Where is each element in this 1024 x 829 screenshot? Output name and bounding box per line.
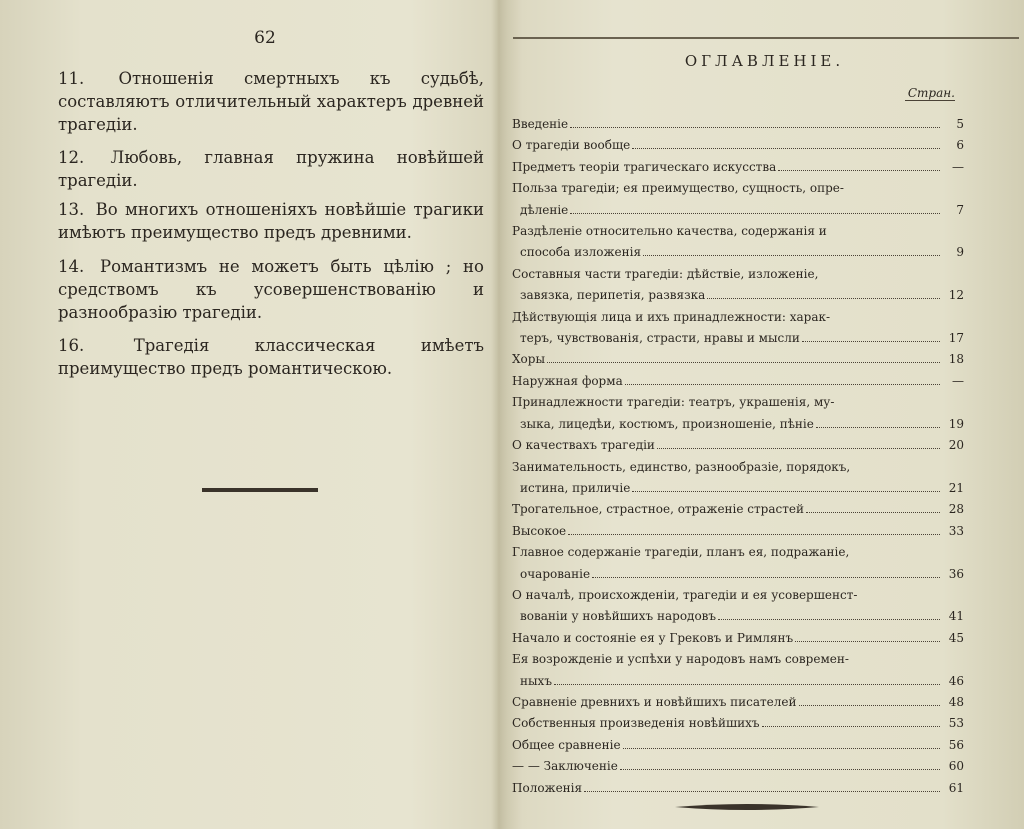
- thesis-item: [58, 198, 484, 244]
- dot-leader: [718, 610, 940, 620]
- right-page: [505, 0, 1024, 829]
- toc-entry-text: вованіи у новѣйшихъ народовъ: [520, 609, 717, 624]
- toc-entry-text: Занимательность, единство, разнообразіе, порядокъ,: [512, 459, 851, 474]
- toc-entry-text: Составныя части трагедіи: дѣйствіе, изложеніе,: [512, 266, 819, 281]
- dot-leader: [762, 717, 940, 727]
- dot-leader: [802, 332, 940, 342]
- toc-page-number: 45: [948, 630, 964, 645]
- toc-entry-text: дѣленіе: [520, 202, 569, 217]
- thesis-text: Трагедія классическая имѣетъ преимущество предъ романтическою.: [58, 336, 485, 378]
- ornament-rule: [673, 802, 821, 812]
- toc-page-number: 19: [948, 416, 964, 431]
- dot-leader: [623, 739, 940, 749]
- toc-page-number: 41: [948, 609, 964, 624]
- toc-page-number: 60: [948, 759, 964, 774]
- toc-page-number: 56: [948, 737, 964, 752]
- dot-leader: [632, 482, 940, 492]
- toc-entry: [512, 349, 964, 370]
- toc-entry-text: О качествахъ трагедіи: [512, 438, 655, 453]
- toc-entry: [512, 307, 964, 350]
- thesis-number: 11.: [58, 69, 85, 88]
- toc-entry-text: — — Заключеніе: [512, 759, 618, 774]
- toc-entry: [512, 756, 964, 777]
- thesis-item: [58, 334, 484, 380]
- toc-entry-text: О трагедіи вообще: [512, 138, 631, 153]
- pages-column-header: Стран.: [905, 86, 955, 101]
- toc-entry: [512, 114, 964, 135]
- dot-leader: [570, 204, 940, 214]
- toc-entry-text: истина, приличіе: [520, 480, 631, 495]
- toc-page-number: 53: [948, 716, 964, 731]
- toc-entry-text: Трогательное, страстное, отраженіе страстей: [512, 502, 804, 517]
- toc-entry: [512, 178, 964, 221]
- toc-entry-text: Дѣйствующія лица и ихъ принадлежности: харак-: [512, 309, 831, 324]
- dot-leader: [778, 161, 940, 171]
- page-title: ОГЛАВЛЕНІЕ.: [684, 52, 845, 70]
- thesis-text: Любовь, главная пружина новѣйшей трагедіи.: [58, 148, 484, 190]
- toc-page-number: —: [952, 159, 964, 174]
- toc-entry: [512, 371, 964, 392]
- toc-entry-text: Главное содержаніе трагедіи, планъ ея, подражаніе,: [512, 545, 850, 560]
- toc-entry-text: очарованіе: [520, 566, 591, 581]
- toc-entry-text: Начало и состояніе ея у Грековъ и Римлянъ: [512, 630, 794, 645]
- toc-entry-text: завязка, перипетія, развязка: [520, 288, 706, 303]
- dot-leader: [554, 675, 940, 685]
- dot-leader: [547, 353, 940, 363]
- toc-entry-text: Наружная форма: [512, 373, 623, 388]
- toc-entry-text: Принадлежности трагедіи: театръ, украшенія, му-: [512, 395, 835, 410]
- toc-entry: [512, 628, 964, 649]
- toc-page-number: —: [952, 373, 964, 388]
- toc-page-number: 21: [948, 480, 964, 495]
- toc-entry: [512, 585, 964, 628]
- toc-page-number: 7: [956, 202, 964, 217]
- toc-entry: [512, 521, 964, 542]
- toc-entry-text: Предметъ теоріи трагическаго искусства: [512, 159, 777, 174]
- toc-page-number: 17: [948, 331, 964, 346]
- toc-entry-text: Ея возрожденіе и успѣхи у народовъ намъ современ-: [512, 652, 849, 667]
- thesis-item: [58, 146, 484, 192]
- toc-entry: [512, 735, 964, 756]
- toc-entry-text: О началѣ, происхожденіи, трагедіи и ея усовершенст-: [512, 587, 858, 602]
- toc-page-number: 18: [948, 352, 964, 367]
- left-page: [0, 0, 498, 829]
- dot-leader: [592, 568, 940, 578]
- thesis-text: Романтизмъ не можетъ быть цѣлію ; но средствомъ къ усовершенствованію и разнообразію трагедіи.: [58, 257, 484, 322]
- toc-entry: [512, 649, 964, 692]
- toc-page-number: 36: [948, 566, 964, 581]
- toc-entry-text: Хоры: [512, 352, 545, 367]
- dot-leader: [632, 139, 940, 149]
- thesis-number: 13.: [58, 200, 85, 219]
- dot-leader: [625, 375, 940, 385]
- toc-page-number: 33: [948, 523, 964, 538]
- toc-page-number: 61: [948, 780, 964, 795]
- toc-entry-text: Раздѣленіе относительно качества, содержанія и: [512, 224, 827, 239]
- toc-entry-text: теръ, чувствованія, страсти, нравы и мысли: [520, 331, 800, 346]
- dot-leader: [795, 632, 940, 642]
- dot-leader: [657, 439, 940, 449]
- toc-page-number: 6: [956, 138, 964, 153]
- dot-leader: [620, 760, 940, 770]
- toc-page-number: 28: [948, 502, 964, 517]
- toc-entry-text: зыка, лицедѣи, костюмъ, произношеніе, пѣніе: [520, 416, 814, 431]
- toc-entry-text: способа изложенія: [520, 245, 642, 260]
- toc-entry: [512, 778, 964, 799]
- toc-entry-text: Собственныя произведенія новѣйшихъ: [512, 716, 760, 731]
- toc-entry-text: Сравненіе древнихъ и новѣйшихъ писателей: [512, 694, 797, 709]
- dot-leader: [799, 696, 941, 706]
- toc-entry: [512, 692, 964, 713]
- dot-leader: [584, 782, 940, 792]
- toc-entry-text: Высокое: [512, 523, 567, 538]
- dot-leader: [707, 289, 940, 299]
- thesis-number: 12.: [58, 148, 85, 167]
- toc-entry: [512, 457, 964, 500]
- toc-entry-text: Общее сравненіе: [512, 737, 621, 752]
- thesis-item: [58, 255, 484, 324]
- dot-leader: [643, 246, 940, 256]
- toc-entry: [512, 221, 964, 264]
- dot-leader: [568, 525, 940, 535]
- thesis-number: 16.: [58, 336, 85, 355]
- toc-entry-text: Положенія: [512, 780, 583, 795]
- thesis-text: Во многихъ отношеніяхъ новѣйшіе трагики имѣютъ преимущество предъ древними.: [58, 200, 484, 242]
- toc-entry: [512, 435, 964, 456]
- header-rule: [513, 37, 1019, 39]
- table-of-contents: [512, 114, 964, 799]
- toc-entry: [512, 264, 964, 307]
- toc-page-number: 5: [956, 117, 964, 131]
- toc-page-number: 48: [948, 694, 964, 709]
- toc-entry: [512, 392, 964, 435]
- toc-page-number: 46: [948, 673, 964, 688]
- toc-entry-text: Польза трагедіи; ея преимущество, сущность, опре-: [512, 181, 844, 196]
- toc-entry: [512, 542, 964, 585]
- page-number: 62: [254, 28, 276, 48]
- dot-leader: [570, 118, 940, 128]
- toc-page-number: 9: [956, 245, 964, 260]
- toc-entry-text: Введеніе: [512, 117, 569, 131]
- toc-entry-text: ныхъ: [520, 673, 552, 688]
- toc-entry: [512, 499, 964, 520]
- closing-rule: [202, 488, 318, 492]
- toc-entry: [512, 713, 964, 734]
- thesis-text: Отношенія смертныхъ къ судьбѣ, составляютъ отличительный характеръ древней трагедіи.: [58, 69, 484, 134]
- dot-leader: [816, 418, 940, 428]
- toc-entry: [512, 135, 964, 156]
- toc-page-number: 12: [948, 288, 964, 303]
- toc-page-number: 20: [948, 438, 964, 453]
- thesis-number: 14.: [58, 257, 85, 276]
- toc-entry: [512, 157, 964, 178]
- dot-leader: [806, 503, 940, 513]
- thesis-item: [58, 67, 484, 136]
